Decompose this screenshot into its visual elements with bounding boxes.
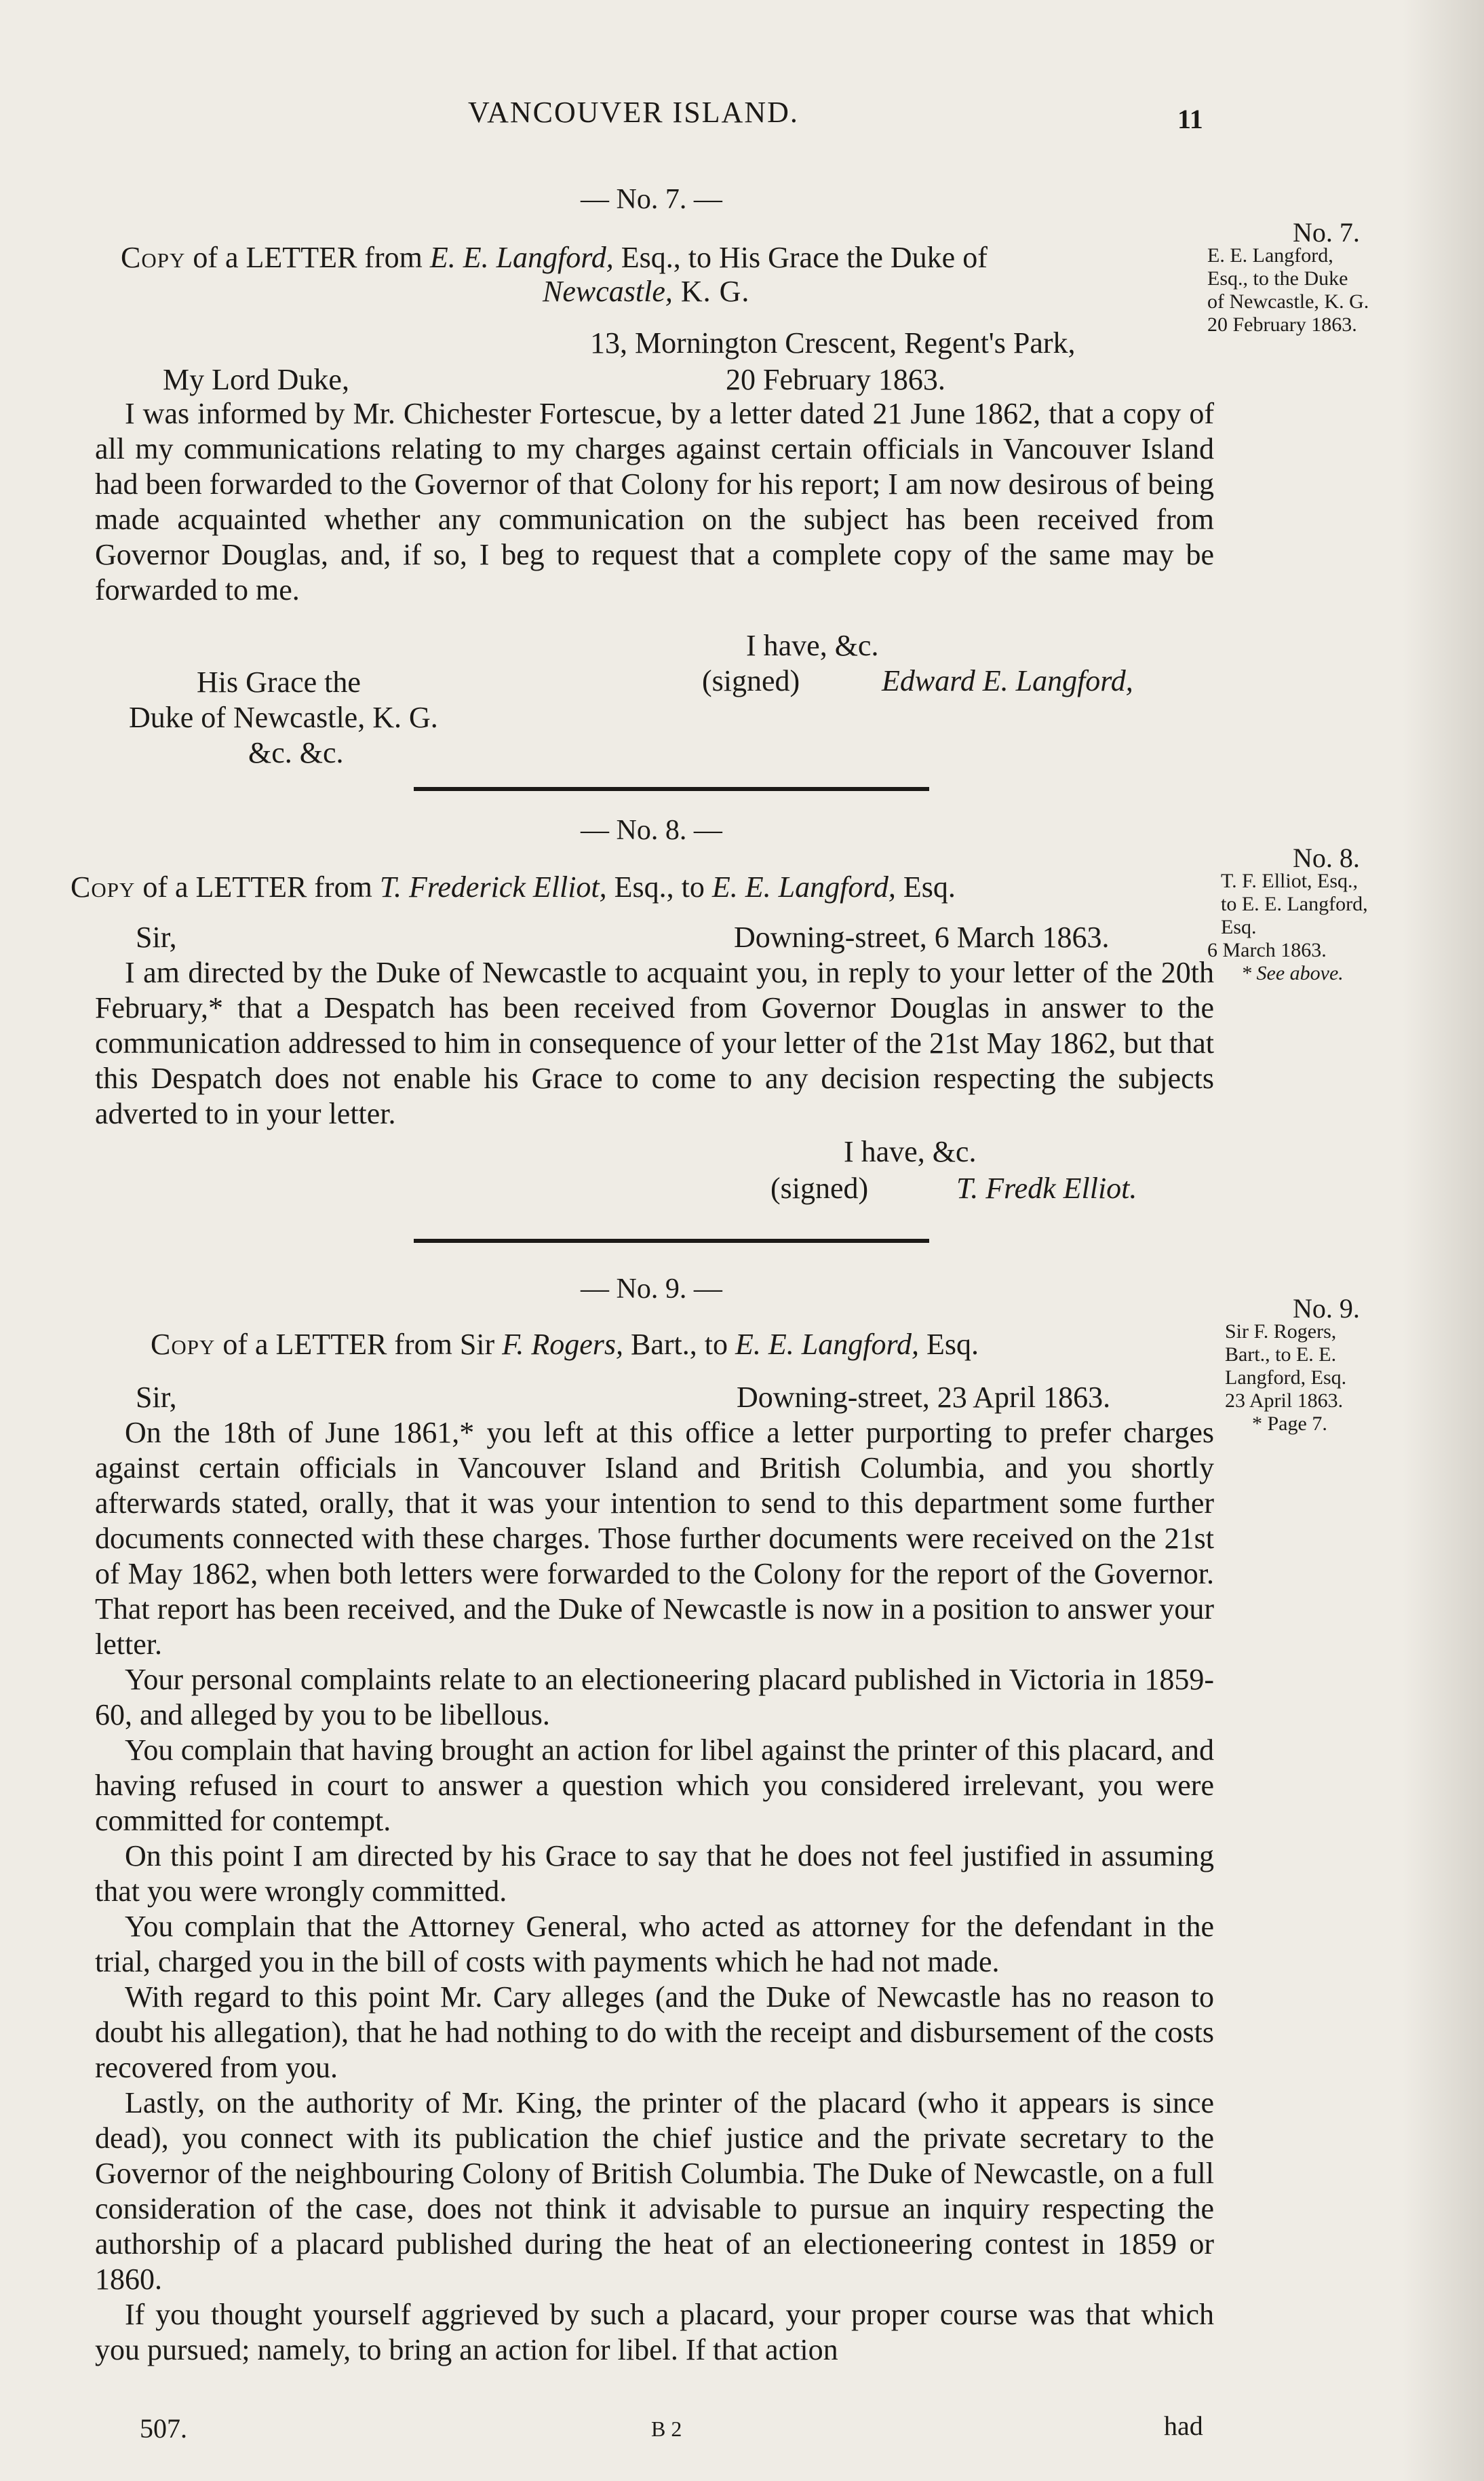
- paragraph: You complain that having brought an action for libel against the printer of this placard, and having refused in court to answer a question which you considered irrelevant, you were committed for contempt.: [95, 1733, 1214, 1837]
- letter-number-heading: — No. 9. —: [581, 1273, 722, 1305]
- letter-body: [95, 396, 1214, 608]
- paragraph: I was informed by Mr. Chichester Fortescue, by a letter dated 21 June 1862, that a copy of all my communications relating to my charges against certain officials in Vancouver Island had been forwarded to the Governor of that Colony for his report; I am now desirous of being made acquainted whether any communication on the subject has been received from Governor Douglas, and, if so, I beg to request that a complete copy of the same may be forwarded to me.: [95, 397, 1214, 607]
- letter-title: Copy of a LETTER from T. Frederick Elliot, Esq., to E. E. Langford, Esq.: [71, 870, 956, 904]
- date-line: Downing-street, 6 March 1863.: [734, 921, 1110, 954]
- recipient-line: Duke of Newcastle, K. G.: [129, 701, 438, 734]
- section-divider: [414, 1239, 929, 1243]
- letter-body: [95, 955, 1214, 1132]
- paragraph: On the 18th of June 1861,* you left at this office a letter purporting to prefer charges against certain officials in Vancouver Island and British Columbia, and you shortly afterwards stated, orally, that it was your intention to send to this department some further documents connected with these charges. Those further documents were received on the 21st of May 1862, when both letters were forwarded to the Colony for the report of the Governor. That report has been received, and the Duke of Newcastle is now in a position to answer your letter.: [95, 1416, 1214, 1661]
- letter-title: Copy of a LETTER from Sir F. Rogers, Bart., to E. E. Langford, Esq.: [151, 1328, 979, 1361]
- closing: I have, &c.: [844, 1135, 977, 1168]
- page-number: 11: [1177, 104, 1203, 134]
- recipient-line: &c. &c.: [248, 736, 344, 769]
- signed-label: (signed): [702, 664, 800, 697]
- signature: Edward E. Langford,: [882, 664, 1133, 697]
- letter-title-continued: Newcastle, K. G.: [543, 275, 750, 308]
- margin-note: No. 8. T. F. Elliot, Esq., to E. E. Langford, Esq. 6 March 1863. * See above.: [1207, 843, 1368, 984]
- footer-print-number: 507.: [140, 2413, 187, 2444]
- running-header-title: VANCOUVER ISLAND.: [468, 96, 799, 129]
- closing: I have, &c.: [746, 629, 879, 662]
- paragraph: If you thought yourself aggrieved by such a placard, your proper course was that which you pursued; namely, to bring an action for libel. If that action: [95, 2298, 1214, 2366]
- letter-number-heading: — No. 8. —: [581, 815, 722, 846]
- signed-label: (signed): [770, 1172, 869, 1205]
- section-divider: [414, 787, 929, 791]
- paragraph: Lastly, on the authority of Mr. King, the printer of the placard (who it appears is since dead), you connect with its publication the chief justice and the private secretary to the Governor of the neighbouring Colony of British Columbia. The Duke of Newcastle, on a full consideration of the case, does not think it advisable to pursue an inquiry respecting the authorship of a placard published during the heat of an electioneering contest in 1859 or 1860.: [95, 2086, 1214, 2296]
- letter-date: 20 February 1863.: [726, 363, 945, 396]
- paragraph: I am directed by the Duke of Newcastle to acquaint you, in reply to your letter of the 20th February,* that a Despatch has been received from Governor Douglas in answer to the communication addressed to him in consequence of your letter of the 21st May 1862, but that this Despatch does not enable his Grace to come to any decision respecting the subjects adverted to in your letter.: [95, 956, 1214, 1130]
- date-line: Downing-street, 23 April 1863.: [737, 1381, 1111, 1414]
- letter-body: [95, 1415, 1214, 2368]
- letter-title: Copy of a LETTER from E. E. Langford, Esq., to His Grace the Duke of: [121, 241, 988, 274]
- salutation: Sir,: [136, 921, 177, 954]
- letter-number-heading: — No. 7. —: [581, 184, 722, 215]
- sender-address: 13, Mornington Crescent, Regent's Park,: [590, 326, 1076, 360]
- margin-note: No. 7. E. E. Langford, Esq., to the Duke of Newcastle, K. G. 20 February 1863.: [1207, 217, 1369, 336]
- footer-catchword: had: [1164, 2410, 1203, 2441]
- paragraph: You complain that the Attorney General, who acted as attorney for the defendant in the trial, charged you in the bill of costs with payments which he had not made.: [95, 1910, 1214, 1978]
- footer-signature-mark: B 2: [651, 2417, 682, 2441]
- recipient-line: His Grace the: [197, 666, 361, 699]
- salutation: Sir,: [136, 1381, 177, 1414]
- salutation: My Lord Duke,: [163, 363, 349, 396]
- signature: T. Fredk Elliot.: [956, 1172, 1137, 1205]
- margin-note: No. 9. Sir F. Rogers, Bart., to E. E. Langford, Esq. 23 April 1863. * Page 7.: [1225, 1293, 1360, 1435]
- paragraph: Your personal complaints relate to an electioneering placard published in Victoria in 1859-60, and alleged by you to be libellous.: [95, 1663, 1214, 1731]
- paragraph: On this point I am directed by his Grace to say that he does not feel justified in assuming that you were wrongly committed.: [95, 1839, 1214, 1908]
- paragraph: With regard to this point Mr. Cary alleges (and the Duke of Newcastle has no reason to doubt his allegation), that he had nothing to do with the receipt and disbursement of the costs recovered from you.: [95, 1980, 1214, 2084]
